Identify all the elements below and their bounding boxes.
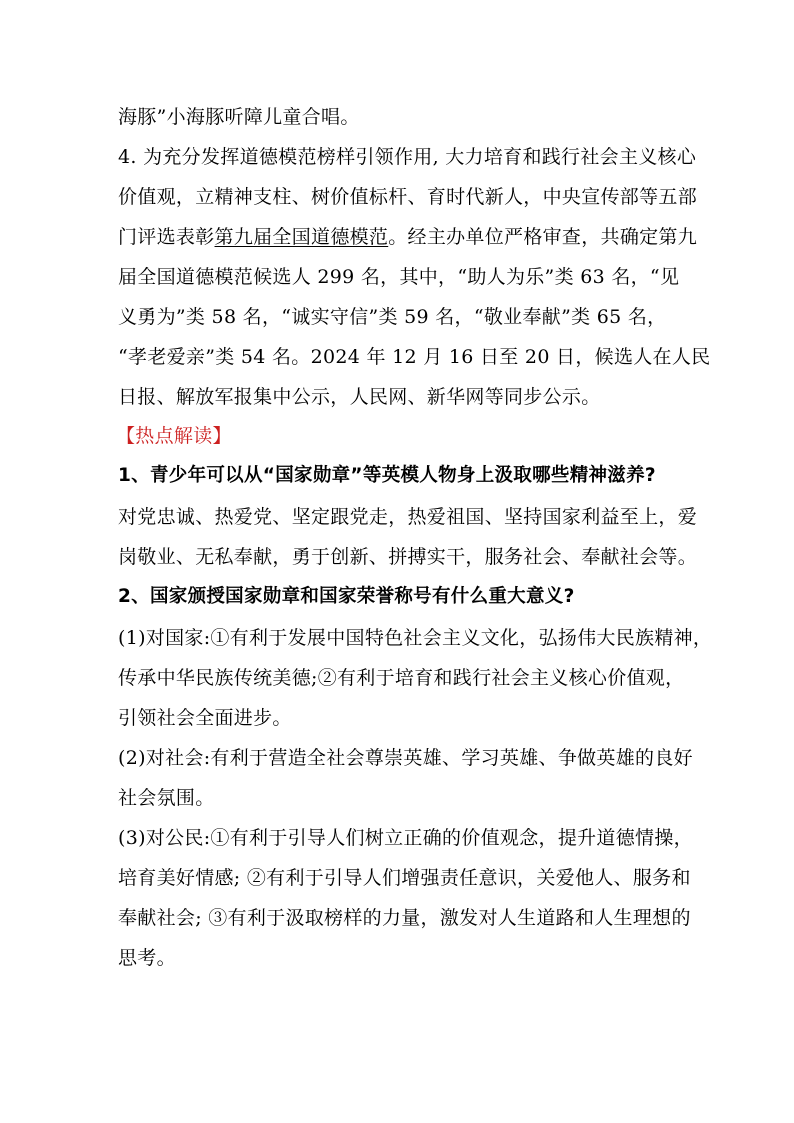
answer-line: (2)对社会:有利于营造全社会尊崇英雄、学习英雄、争做英雄的良好 bbox=[118, 747, 693, 769]
paragraph-line bbox=[118, 225, 697, 249]
answer-line: (1)对国家:①有利于发展中国特色社会主义文化，弘扬伟大民族精神， bbox=[118, 627, 713, 649]
paragraph-line: 4. 为充分发挥道德模范榜样引领作用, 大力培育和践行社会主义核心 bbox=[118, 146, 697, 168]
question-title: 1、青少年可以从“国家勋章”等英模人物身上汲取哪些精神滋养? bbox=[118, 465, 656, 486]
question-title: 2、国家颁授国家勋章和国家荣誉称号有什么重大意义? bbox=[118, 586, 575, 607]
paragraph-line: 义勇为”类 58 名，“诚实守信”类 59 名，“敬业奉献”类 65 名， bbox=[118, 306, 667, 328]
answer-line: 思考。 bbox=[118, 947, 176, 969]
paragraph-line: 价值观，立精神支柱、树价值标杆、育时代新人，中央宣传部等五部 bbox=[118, 186, 698, 208]
text-segment: 门评选表彰 bbox=[118, 226, 215, 248]
answer-line: 对党忠诚、热爱党、坚定跟党走，热爱祖国、坚持国家利益至上，爱 bbox=[118, 506, 698, 528]
paragraph-line: 届全国道德模范候选人 299 名，其中，“助人为乐”类 63 名，“见 bbox=[118, 266, 680, 288]
answer-line: 岗敬业、无私奉献，勇于创新、拼搏实干，服务社会、奉献社会等。 bbox=[118, 546, 698, 568]
answer-line: 传承中华民族传统美德;②有利于培育和践行社会主义核心价值观， bbox=[118, 667, 685, 689]
answer-line: (3)对公民:①有利于引导人们树立正确的价值观念，提升道德情操， bbox=[118, 827, 693, 849]
answer-line: 社会氛围。 bbox=[118, 787, 215, 809]
paragraph-line: “孝老爱亲”类 54 名。2024 年 12 月 16 日至 20 日，候选人在人民 bbox=[118, 346, 711, 368]
paragraph-line: 海豚”小海豚听障儿童合唱。 bbox=[118, 106, 360, 128]
answer-line: 奉献社会; ③有利于汲取榜样的力量，激发对人生道路和人生理想的 bbox=[118, 907, 691, 929]
answer-line: 培育美好情感; ②有利于引导人们增强责任意识，关爱他人、服务和 bbox=[118, 867, 691, 889]
answer-line: 引领社会全面进步。 bbox=[118, 707, 292, 729]
underlined-term: 第九届全国道德模范 bbox=[214, 226, 389, 248]
paragraph-line: 日报、解放军报集中公示，人民网、新华网等同步公示。 bbox=[118, 386, 601, 408]
text-segment: 。经主办单位严格审查，共确定第九 bbox=[388, 226, 698, 248]
section-heading: 【热点解读】 bbox=[116, 425, 232, 447]
